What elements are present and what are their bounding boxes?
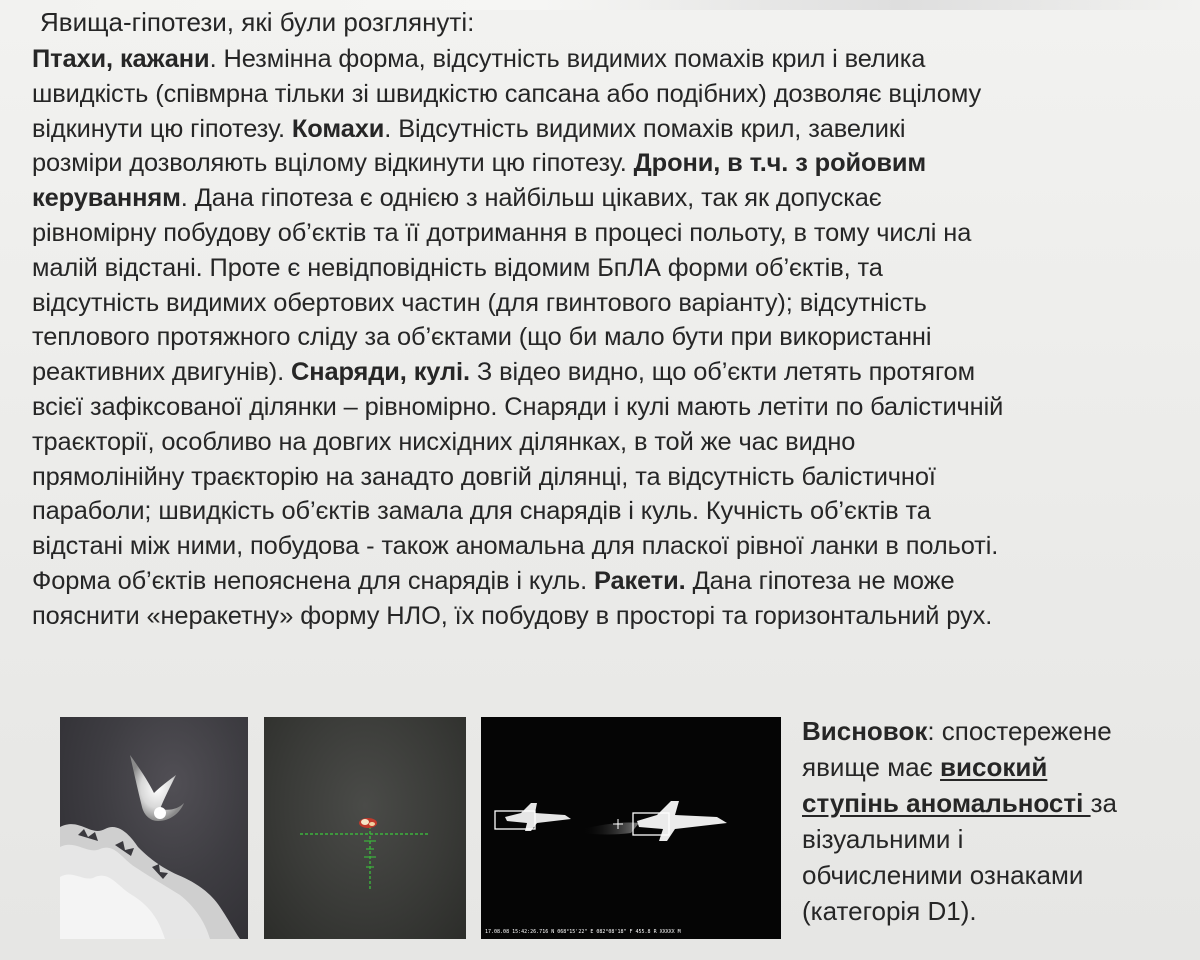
text-line: малій відстані. Проте є невідповідність відомим БпЛА форми об’єктів, та [32, 253, 883, 282]
emphasis-anomaly-degree: ступінь аномальності [802, 788, 1091, 818]
text-line: відсутність видимих обертових частин (для гвинтового варіанту); відсутність [32, 288, 927, 317]
text-run: . Незмінна форма, відсутність видимих помахів крил і велика [209, 45, 926, 73]
term-insects: Комахи [291, 114, 385, 143]
text-run: Дана гіпотеза не може [685, 566, 955, 595]
term-projectiles: Снаряди, кулі. [290, 358, 470, 387]
text-line: обчисленими ознаками [802, 860, 1084, 890]
text-run: розміри дозволяють вцілому відкинути цю гіпотезу. [32, 149, 634, 178]
text-run: З відео видно, що об’єкти летять протягом [469, 358, 975, 387]
text-line [32, 355, 1178, 390]
text-line [32, 181, 1178, 216]
bird-thermal-graphic [60, 717, 248, 939]
text-line: рівномірну побудову об’єктів та її дотримання в процесі польоту, в тому числі на [32, 218, 972, 247]
jets-thermal-image [481, 717, 781, 939]
text-run: . Відсутність видимих помахів крил, завеликі [384, 114, 906, 143]
text-line [32, 564, 1178, 599]
text-line: траєкторії, особливо на довгих нисхідних ділянках, в той же час видно [32, 427, 856, 456]
text-line [32, 146, 1178, 181]
text-run: : спостережене [927, 716, 1112, 746]
text-run: за [1090, 788, 1117, 818]
text-line: теплового протяжного сліду за об’єктами (що би мало бути при використанні [32, 323, 932, 352]
text-run: явище має [802, 752, 941, 782]
reticle-crosshair [300, 821, 430, 889]
telemetry-overlay: 17.08.08 15:42:26.716 N 068°15'22" E 082°08'18" F 455.8 R XXXXX M [485, 929, 681, 935]
text-line: відстані між ними, побудова - також аномальна для пласкої рівної ланки в польоті. [32, 532, 999, 561]
text-line [32, 42, 1178, 77]
text-line: пояснити «неракетну» форму НЛО, їх побудову в просторі та горизонтальний рух. [32, 601, 993, 630]
text-line [32, 112, 1178, 147]
term-birds: Птахи, кажани [32, 45, 210, 73]
emphasis-high: високий [940, 752, 1048, 782]
reticle-graphic [264, 717, 466, 939]
slide-heading: Явища-гіпотези, які були розглянуті: [40, 7, 475, 37]
text-line: всієї зафіксованої ділянки – рівномірно. Снаряди і кулі мають летіти по балістичній [32, 392, 1004, 421]
text-line [802, 785, 1182, 821]
hypotheses-paragraph [32, 42, 1178, 634]
bird-thermal-image [60, 717, 248, 939]
text-line [802, 713, 1182, 749]
text-line [802, 749, 1182, 785]
jet-2 [581, 801, 727, 841]
target-reticle-image [264, 717, 466, 939]
jets-thermal-graphic [481, 717, 781, 939]
target-object [359, 818, 377, 828]
bird-silhouette [130, 755, 184, 821]
term-drones-cont: керуванням [32, 184, 181, 213]
text-run: Форма об’єктів непояснена для снарядів і куль. [32, 566, 594, 595]
text-line: прямолінійну траєкторію на занадто довгій ділянці, та відсутність балістичної [32, 462, 936, 491]
conclusion-block [802, 713, 1182, 929]
term-drones: Дрони, в т.ч. з ройовим [633, 149, 927, 178]
jet-1 [495, 803, 571, 831]
text-line: візуальними і [802, 824, 964, 854]
term-rockets: Ракети. [593, 566, 686, 595]
text-line: параболи; швидкість об’єктів замала для снарядів і куль. Кучність об’єктів та [32, 497, 931, 526]
text-line: (категорія D1). [802, 896, 977, 926]
text-run: . Дана гіпотеза є однією з найбільш цікавих, так як допускає [180, 184, 882, 213]
text-line: швидкість (співмрна тільки зі швидкістю сапсана або подібних) дозволяє вцілому [32, 79, 982, 108]
text-run: відкинути цю гіпотезу. [32, 114, 292, 143]
text-run: реактивних двигунів). [32, 358, 291, 387]
conclusion-label: Висновок [802, 716, 928, 746]
